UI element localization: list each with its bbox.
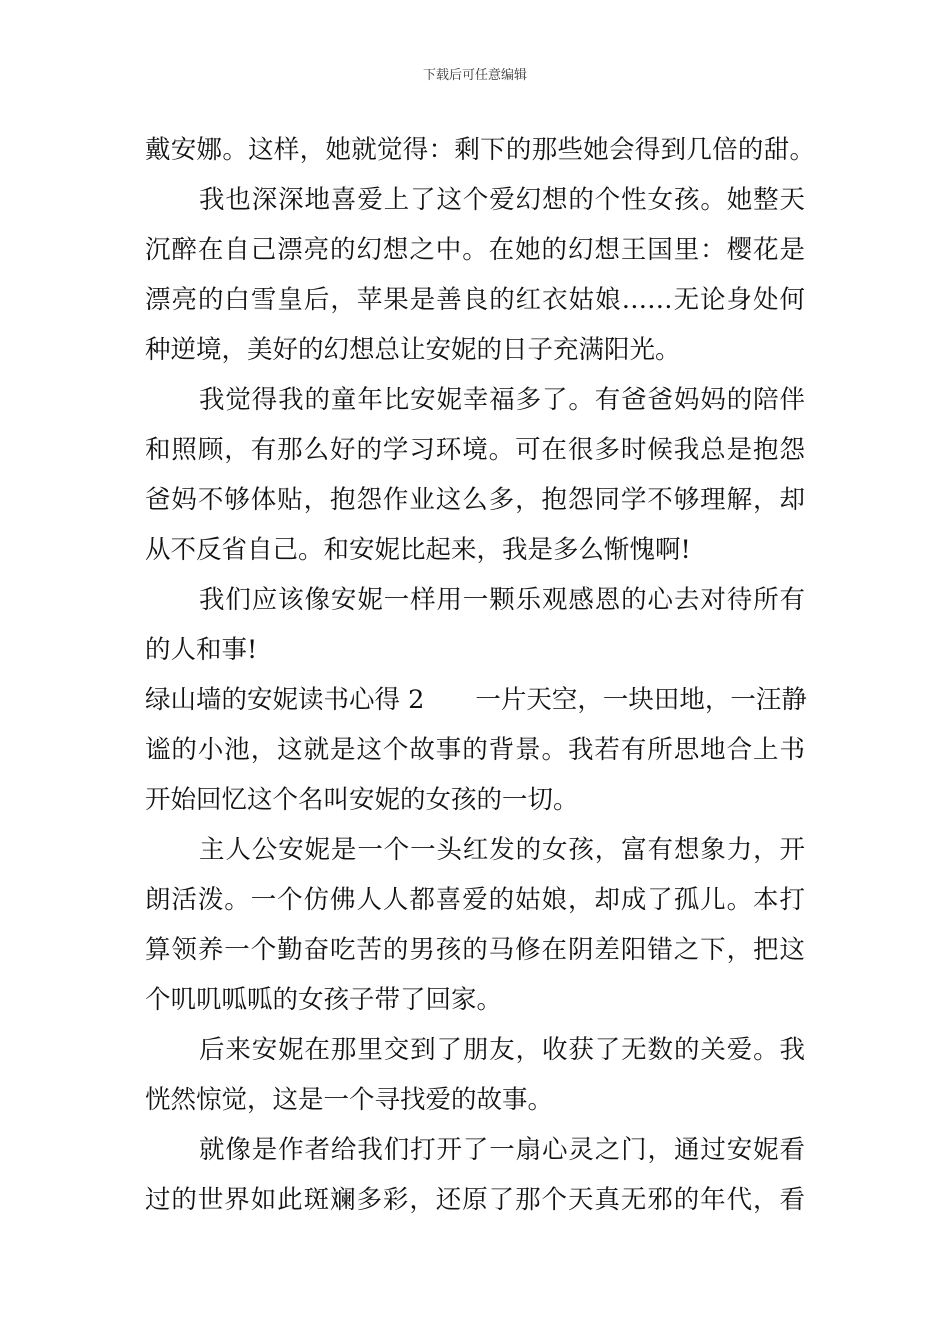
text-line: 主人公安妮是一个一头红发的女孩，富有想象力，开 [199, 835, 805, 865]
text-line: 我也深深地喜爱上了这个爱幻想的个性女孩。她整天 [199, 185, 805, 215]
text-line: 漂亮的白雪皇后，苹果是善良的红衣姑娘……无论身处何 [145, 285, 805, 315]
text-line: 算领养一个勤奋吃苦的男孩的马修在阴差阳错之下，把这 [145, 935, 805, 965]
text-line: 后来安妮在那里交到了朋友，收获了无数的关爱。我 [199, 1035, 805, 1065]
text-line: 个叽叽呱呱的女孩子带了回家。 [145, 985, 503, 1015]
text-line: 爸妈不够体贴，抱怨作业这么多，抱怨同学不够理解，却 [145, 485, 805, 515]
text-line: 谧的小池，这就是这个故事的背景。我若有所思地合上书 [145, 735, 805, 765]
section-title-line: 绿山墙的安妮读书心得 2 一片天空，一块田地，一汪静 [145, 685, 807, 715]
text-line: 和照顾，有那么好的学习环境。可在很多时候我总是抱怨 [145, 435, 805, 465]
text-line: 沉醉在自己漂亮的幻想之中。在她的幻想王国里：樱花是 [145, 235, 805, 265]
text-line: 恍然惊觉，这是一个寻找爱的故事。 [145, 1085, 554, 1115]
text-line: 过的世界如此斑斓多彩，还原了那个天真无邪的年代，看 [145, 1185, 805, 1215]
text-line: 的人和事! [145, 635, 258, 665]
text-line: 开始回忆这个名叫安妮的女孩的一切。 [145, 785, 579, 815]
text-line: 我觉得我的童年比安妮幸福多了。有爸爸妈妈的陪伴 [199, 385, 805, 415]
text-line: 我们应该像安妮一样用一颗乐观感恩的心去对待所有 [199, 585, 805, 615]
text-line: 就像是作者给我们打开了一扇心灵之门，通过安妮看 [199, 1135, 805, 1165]
text-line: 从不反省自己。和安妮比起来，我是多么惭愧啊! [145, 535, 691, 565]
text-line: 朗活泼。一个仿佛人人都喜爱的姑娘，却成了孤儿。本打 [145, 885, 805, 915]
page-header: 下载后可任意编辑 [422, 68, 527, 83]
text-line: 种逆境，美好的幻想总让安妮的日子充满阳光。 [145, 335, 681, 365]
text-line: 戴安娜。这样，她就觉得：剩下的那些她会得到几倍的甜。 [145, 135, 815, 165]
